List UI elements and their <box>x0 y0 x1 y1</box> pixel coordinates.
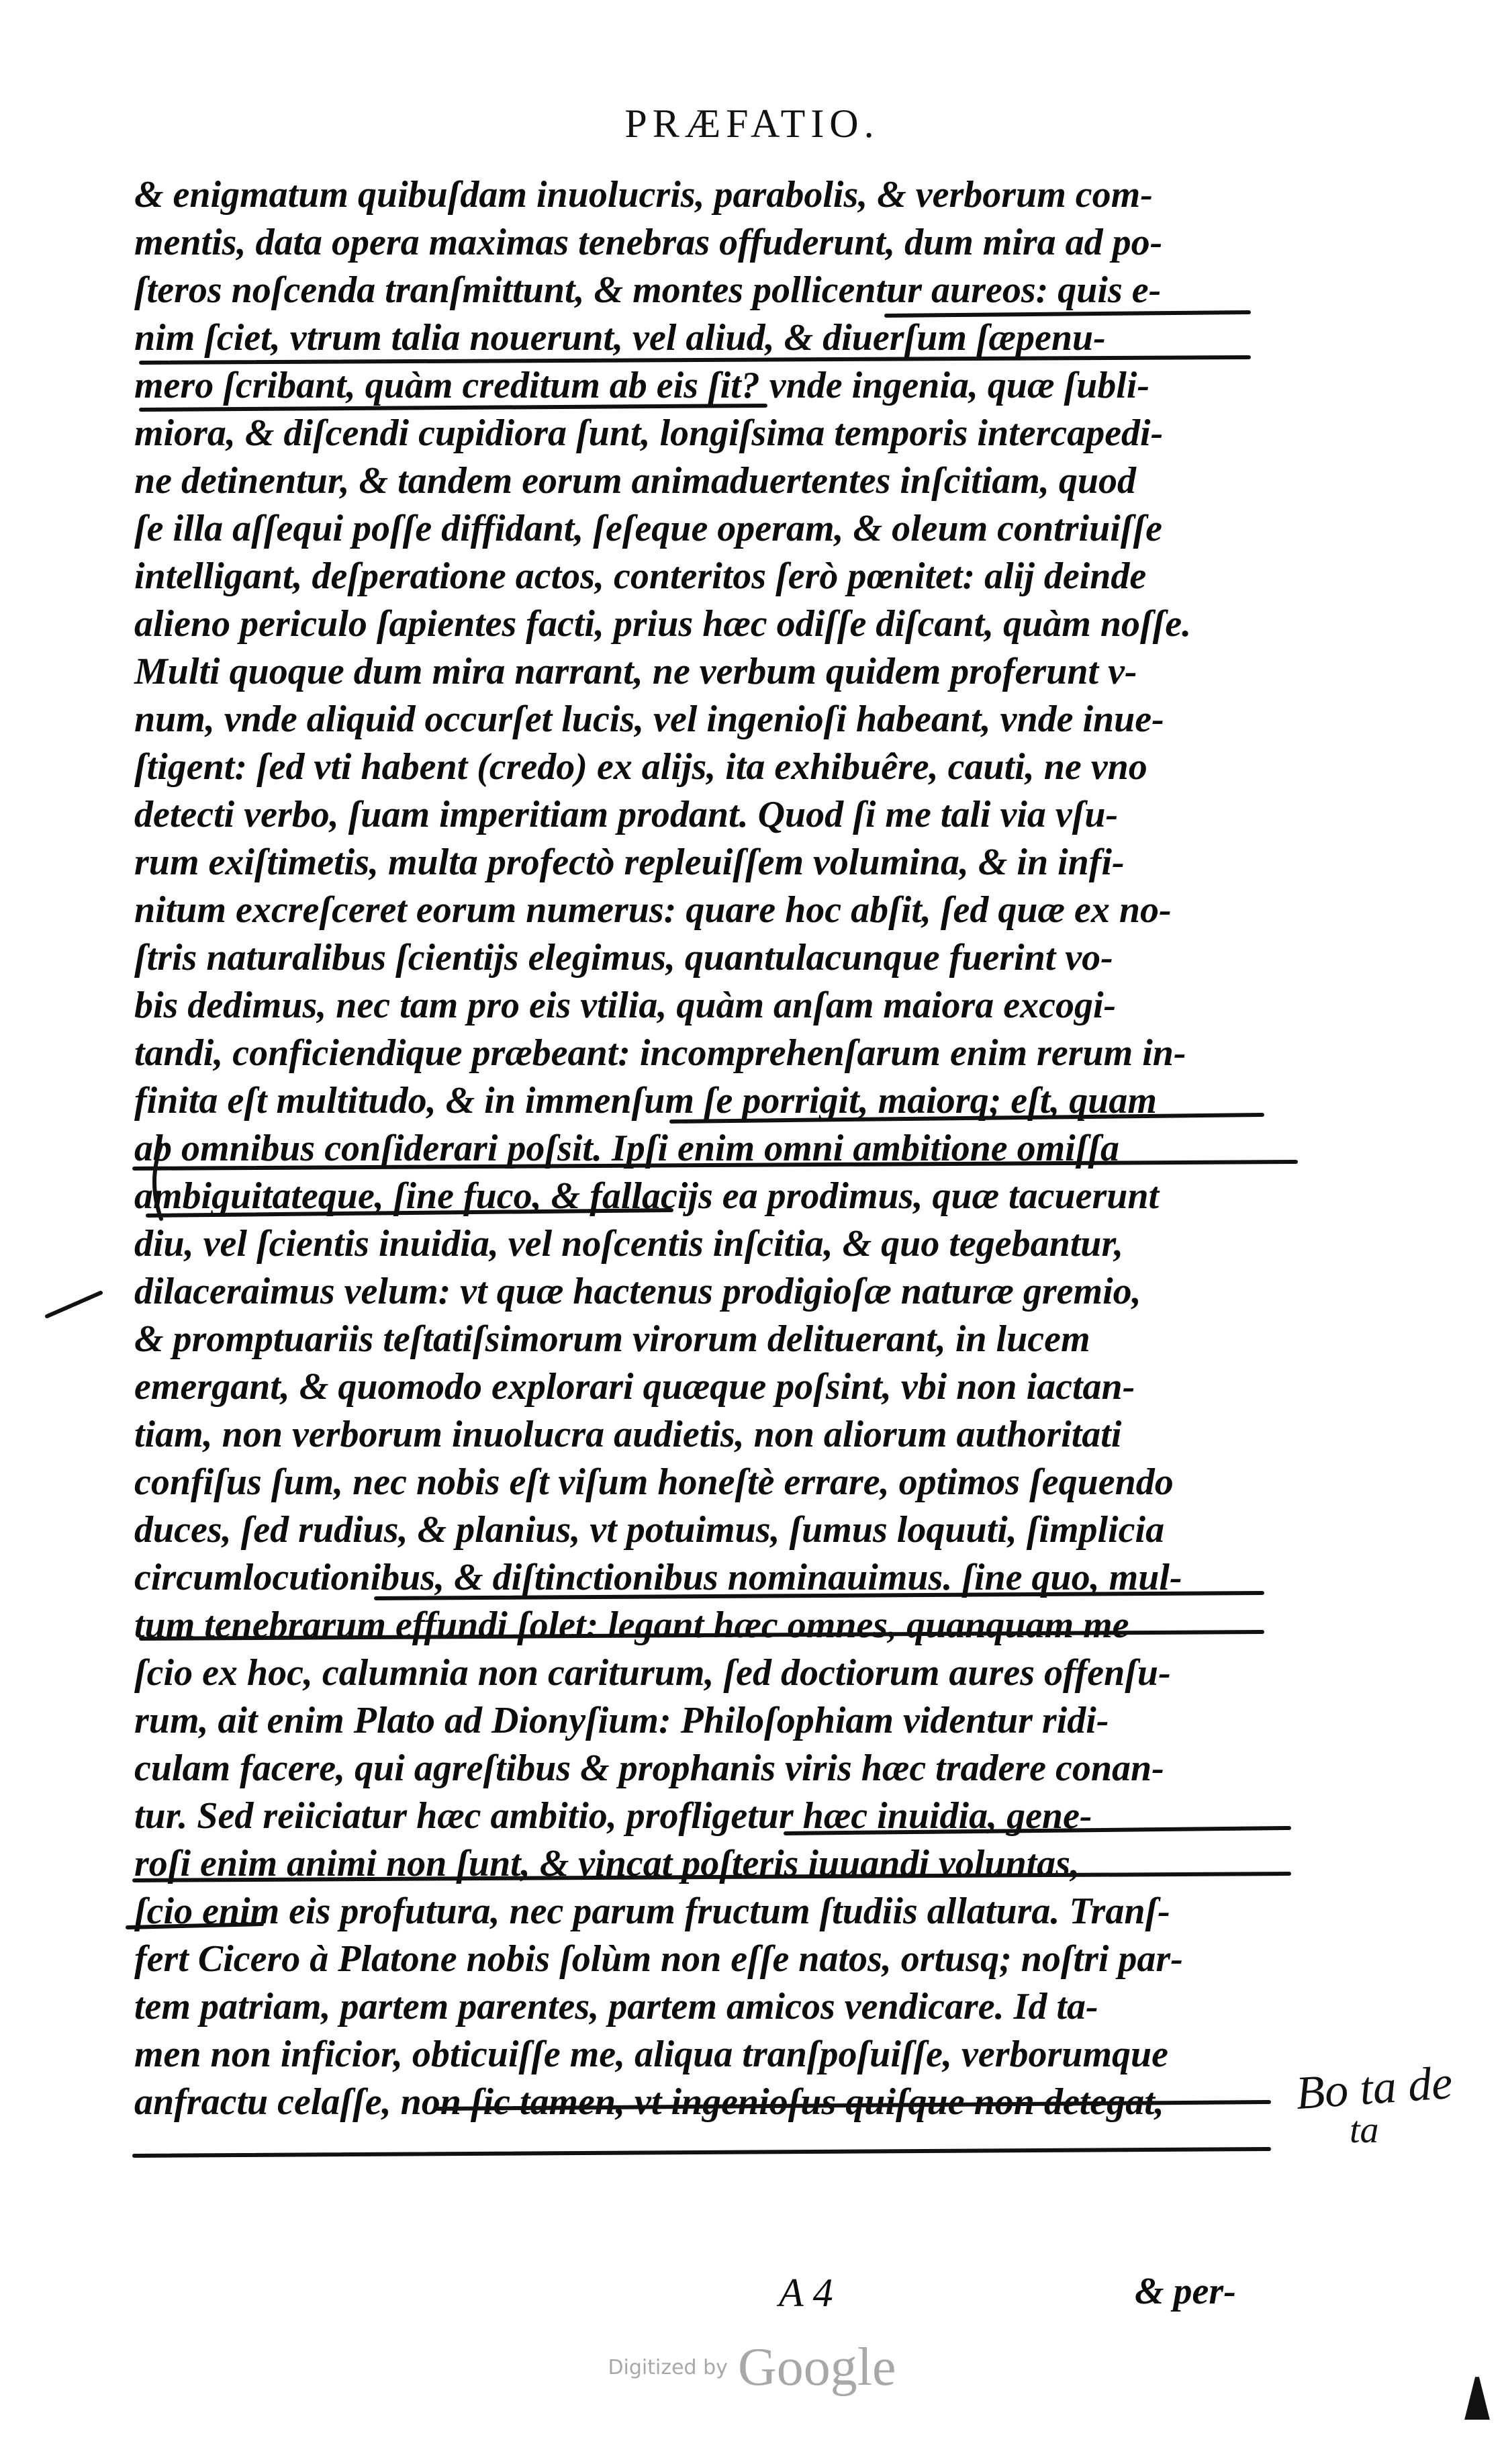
underline-mark <box>141 406 765 410</box>
text-line: ſteros noſcenda tranſmittunt, & montes pollicentur aureos: quis e- <box>134 269 1162 311</box>
text-line: ne detinentur, & tandem eorum animaduertentes inſcitiam, quod <box>134 460 1136 502</box>
text-line: roſi enim animi non ſunt, & vincat poſteris iuuandi voluntas, <box>134 1843 1080 1884</box>
text-line: emergant, & quomodo explorari quæque poſsint, vbi non iactan- <box>134 1366 1135 1408</box>
signature-mark: A 4 <box>779 2271 833 2315</box>
text-line: confiſus ſum, nec nobis eſt viſum honeſtè errare, optimos ſequendo <box>134 1461 1174 1503</box>
underline-mark <box>376 1593 1262 1598</box>
text-line: miora, & diſcendi cupidiora ſunt, longiſsima temporis intercapedi- <box>134 412 1164 454</box>
text-line: duces, ſed rudius, & planius, vt potuimus, ſumus loquuti, ſimplicia <box>134 1509 1165 1551</box>
underline-mark <box>671 1115 1262 1122</box>
underline-mark <box>141 1632 1262 1639</box>
text-line: ſtigent: ſed vti habent (credo) ex alijs, ita exhibuêre, cauti, ne vno <box>134 746 1147 788</box>
google-logo: Google <box>738 2338 896 2397</box>
handwritten-margin-note: ta <box>1350 2109 1379 2151</box>
text-line: dilaceraimus velum: vt quæ hactenus prodigioſæ naturæ gremio, <box>134 1271 1141 1312</box>
underline-mark <box>786 1828 1289 1833</box>
text-line: nitum excreſceret eorum numerus: quare hoc abſit, ſed quæ ex no- <box>134 889 1172 931</box>
page-header: PRÆFATIO. <box>624 101 880 146</box>
text-line: ambiguitateque, ſine fuco, & fallacijs ea prodimus, quæ tacuerunt <box>134 1175 1160 1217</box>
text-line: tandi, conficiendique præbeant: incomprehenſarum enim rerum in- <box>134 1032 1186 1074</box>
text-line: intelligant, deſperatione actos, conteritos ſerò pœnitet: alij deinde <box>134 555 1147 597</box>
text-line: men non inficior, obticuiſſe me, aliqua tranſpoſuiſſe, verborumque <box>134 2034 1169 2075</box>
underline-mark <box>886 312 1249 316</box>
underline-mark <box>141 357 1249 363</box>
text-line: mentis, data opera maximas tenebras offuderunt, dum mira ad po- <box>134 222 1163 263</box>
text-line: diu, vel ſcientis inuidia, vel noſcentis inſcitia, & quo tegebantur, <box>134 1223 1124 1265</box>
text-line: ſcio enim eis profutura, nec parum fructum ſtudiis allatura. Tranſ- <box>134 1890 1170 1932</box>
underline-mark <box>134 2149 1269 2156</box>
watermark-prefix: Digitized by <box>608 2356 728 2379</box>
text-line: rum exiſtimetis, multa profectò repleuiſſem volumina, & in infi- <box>134 841 1125 883</box>
text-line: alieno periculo ſapientes facti, prius hæc odiſſe diſcant, quàm noſſe. <box>134 603 1192 645</box>
underline-mark <box>148 1210 671 1216</box>
text-line: tiam, non verborum inuolucra audietis, non aliorum authoritati <box>134 1414 1122 1455</box>
text-line: detecti verbo, ſuam imperitiam prodant. Quod ſi me tali via vſu- <box>134 794 1119 835</box>
text-line: & promptuariis teſtatiſsimorum virorum delituerant, in lucem <box>134 1318 1090 1360</box>
text-line: nim ſciet, vtrum talia nouerunt, vel aliud, & diuerſum ſæpenu- <box>134 317 1106 359</box>
text-line: finita eſt multitudo, & in immenſum ſe porrigit, maiorq; eſt, quam <box>134 1080 1157 1122</box>
underline-mark <box>436 2102 1269 2109</box>
catchword: & per- <box>1135 2271 1236 2312</box>
digitized-watermark <box>0 2337 1504 2398</box>
text-line: bis dedimus, nec tam pro eis vtilia, quàm anſam maiora excogi- <box>134 985 1117 1026</box>
underline-mark <box>134 1874 1289 1880</box>
handwritten-margin-note: Bo ta de <box>1294 2056 1454 2120</box>
text-line: tem patriam, partem parentes, partem amicos vendicare. Id ta- <box>134 1986 1098 2027</box>
text-line: ab omnibus conſiderari poſsit. Ipſi enim omni ambitione omiſſa <box>134 1128 1119 1169</box>
underline-mark <box>128 1924 262 1927</box>
text-line: circumlocutionibus, & diſtinctionibus nominauimus. ſine quo, mul- <box>134 1557 1182 1598</box>
text-line: culam facere, qui agreſtibus & prophanis viris hæc tradere conan- <box>134 1747 1164 1789</box>
underline-mark <box>134 1162 1296 1169</box>
text-line: tur. Sed reiiciatur hæc ambitio, profligetur hæc inuidia, gene- <box>134 1795 1092 1837</box>
text-line: anfractu celaſſe, non ſic tamen, vt ingenioſus quiſque non detegat, <box>134 2081 1164 2123</box>
text-line: rum, ait enim Plato ad Dionyſium: Philoſophiam videntur ridi- <box>134 1700 1109 1741</box>
text-line: mero ſcribant, quàm creditum ab eis ſit? vnde ingenia, quæ ſubli- <box>134 365 1150 406</box>
text-line: tum tenebrarum effundi ſolet: legant hæc omnes, quanquam me <box>134 1604 1129 1646</box>
text-line: fert Cicero à Platone nobis ſolùm non eſſe natos, ortusq; noſtri par- <box>134 1938 1183 1980</box>
text-line: & enigmatum quibuſdam inuolucris, parabolis, & verborum com- <box>134 174 1153 216</box>
text-line: Multi quoque dum mira narrant, ne verbum quidem proferunt v- <box>134 651 1137 692</box>
brace-mark <box>154 1145 161 1219</box>
text-line: ſcio ex hoc, calumnia non cariturum, ſed doctiorum aures offenſu- <box>134 1652 1171 1694</box>
text-line: num, vnde aliquid occurſet lucis, vel ingenioſi habeant, vnde inue- <box>134 698 1164 740</box>
text-line: ſe illa aſſequi poſſe diffidant, ſeſeque operam, & oleum contriuiſſe <box>134 508 1162 549</box>
text-line: ſtris naturalibus ſcientijs elegimus, quantulacunque fuerint vo- <box>134 937 1113 978</box>
margin-tick-mark <box>47 1293 101 1316</box>
